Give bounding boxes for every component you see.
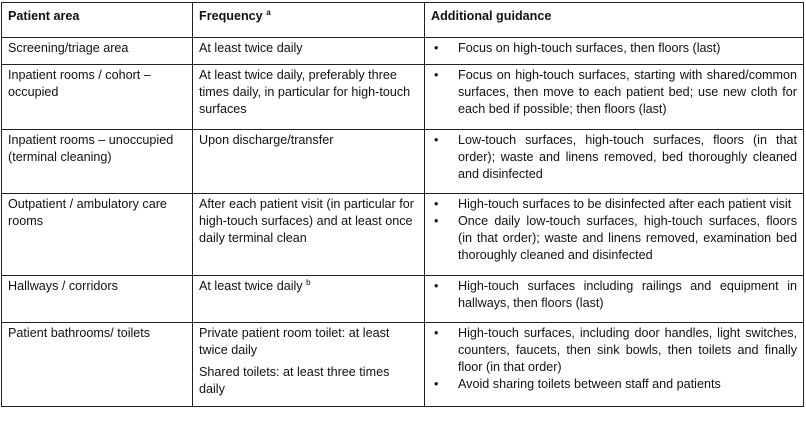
area-cell: Inpatient rooms / cohort – occupied xyxy=(2,65,193,130)
frequency-cell: At least twice daily xyxy=(193,38,425,65)
footnote-marker: a xyxy=(266,7,271,17)
guidance-cell xyxy=(425,323,804,407)
area-cell: Hallways / corridors xyxy=(2,276,193,323)
guidance-cell xyxy=(425,276,804,323)
header-frequency: Frequency $^a$ xyxy=(193,3,425,38)
area-cell: Screening/triage area xyxy=(2,38,193,65)
frequency-cell: At least twice daily $^b$ xyxy=(193,276,425,323)
area-cell: Outpatient / ambulatory care rooms xyxy=(2,194,193,276)
frequency-cell: Upon discharge/transfer xyxy=(193,130,425,194)
frequency-cell: After each patient visit (in particular for high-touch surfaces) and at least once daily terminal clean xyxy=(193,194,425,276)
footnote-marker: b xyxy=(306,277,311,287)
table-row xyxy=(2,323,804,407)
guidance-cell xyxy=(425,38,804,65)
table-row xyxy=(2,194,804,276)
guidance-item: • High-touch surfaces, including door handles, light switches, counters, faucets, then sink bowls, then toilets and finally floor (in that order) xyxy=(431,325,797,376)
frequency-cell: At least twice daily, preferably three times daily, in particular for high-touch surfaces xyxy=(193,65,425,130)
area-cell: Inpatient rooms – unoccupied (terminal cleaning) xyxy=(2,130,193,194)
table-row xyxy=(2,65,804,130)
guidance-cell xyxy=(425,65,804,130)
guidance-item: • Focus on high-touch surfaces, then floors (last) xyxy=(431,40,797,57)
guidance-cell xyxy=(425,194,804,276)
header-additional-guidance: Additional guidance xyxy=(425,3,804,38)
frequency-cell: Private patient room toilet: at least twice daily Shared toilets: at least three times daily xyxy=(193,323,425,407)
guidance-item: • Once daily low-touch surfaces, high-touch surfaces, floors (in that order); waste and linens removed, examination bed thoroughly cleaned and disinfected xyxy=(431,213,797,264)
guidance-item: • High-touch surfaces including railings and equipment in hallways, then floors (last) xyxy=(431,278,797,312)
area-cell: Patient bathrooms/ toilets xyxy=(2,323,193,407)
header-row xyxy=(2,3,804,38)
guidance-item: • High-touch surfaces to be disinfected after each patient visit xyxy=(431,196,797,213)
table-row xyxy=(2,130,804,194)
table-row xyxy=(2,38,804,65)
guidance-cell xyxy=(425,130,804,194)
guidance-item: • Focus on high-touch surfaces, starting with shared/common surfaces, then move to each patient bed; use new cloth for each bed if possible; then floors (last) xyxy=(431,67,797,118)
guidance-item: • Avoid sharing toilets between staff and patients xyxy=(431,376,797,393)
cleaning-frequency-table xyxy=(1,2,804,407)
table-row xyxy=(2,276,804,323)
header-patient-area: Patient area xyxy=(2,3,193,38)
guidance-item: • Low-touch surfaces, high-touch surfaces, floors (in that order); waste and linens removed, bed thoroughly cleaned and disinfected xyxy=(431,132,797,183)
